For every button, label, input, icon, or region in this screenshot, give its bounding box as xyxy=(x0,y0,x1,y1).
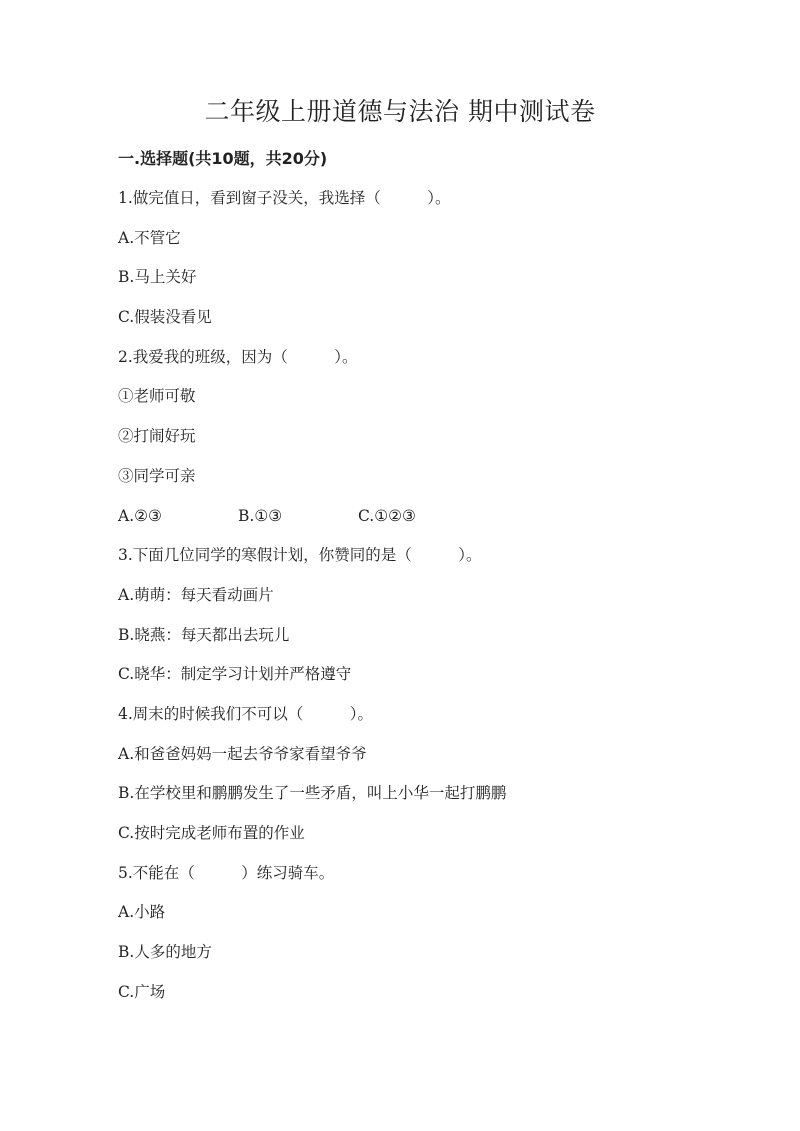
question-3-option-b: B.晓燕：每天都出去玩儿 xyxy=(118,625,290,644)
question-3-option-a: A.萌萌：每天看动画片 xyxy=(118,585,274,604)
question-2-statement-1: ①老师可敬 xyxy=(118,387,196,406)
question-2-option-a: A.②③ xyxy=(118,506,162,525)
question-2-statement-2: ②打闹好玩 xyxy=(118,427,196,446)
question-2-options xyxy=(118,504,738,544)
question-5-stem: 5.不能在（ ）练习骑车。 xyxy=(118,863,335,882)
question-4-option-a: A.和爸爸妈妈一起去爷爷家看望爷爷 xyxy=(118,744,367,763)
question-4-option-c: C.按时完成老师布置的作业 xyxy=(118,824,305,842)
question-list xyxy=(118,186,738,1019)
question-1-option-c: C.假装没看见 xyxy=(118,308,212,327)
question-3-stem: 3.下面几位同学的寒假计划，你赞同的是（ ）。 xyxy=(118,546,482,565)
question-2-option-c: C.①②③ xyxy=(358,506,416,525)
question-5-option-a: A.小路 xyxy=(118,903,166,922)
question-2-option-b: B.①③ xyxy=(238,506,283,525)
question-3-option-c: C.晓华：制定学习计划并严格遵守 xyxy=(118,665,352,684)
question-2-stem: 2.我爱我的班级，因为（ ）。 xyxy=(118,347,358,366)
page-title: 二年级上册道德与法治 期中测试卷 xyxy=(204,97,596,126)
question-1-option-a: A.不管它 xyxy=(118,228,181,247)
question-4-stem: 4.周末的时候我们不可以（ ）。 xyxy=(118,704,374,723)
question-1-option-b: B.马上关好 xyxy=(118,268,197,287)
question-4-option-b: B.在学校里和鹏鹏发生了一些矛盾，叫上小华一起打鹏鹏 xyxy=(118,784,507,803)
question-2-statement-3: ③同学可亲 xyxy=(118,466,196,485)
question-5-option-b: B.人多的地方 xyxy=(118,943,212,962)
question-1-stem: 1.做完值日，看到窗子没关，我选择（ ）。 xyxy=(118,189,451,207)
section-heading: 一.选择题(共10题，共20分) xyxy=(118,149,328,168)
question-5-option-c: C.广场 xyxy=(118,982,166,1001)
